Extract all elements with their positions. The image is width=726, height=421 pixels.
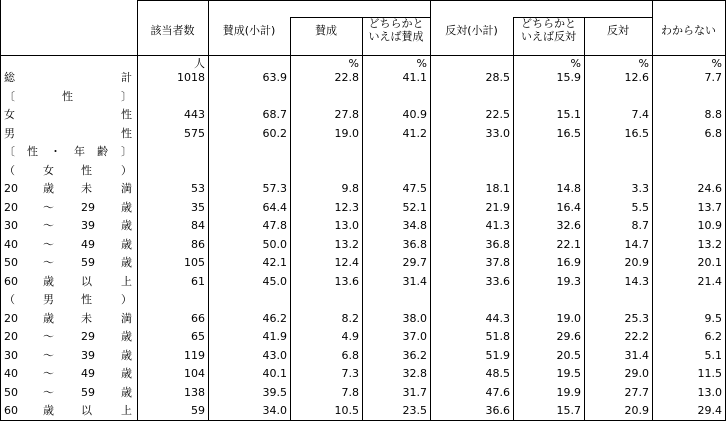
- table-cell: 138: [184, 385, 205, 399]
- row-label: [4, 163, 132, 178]
- table-cell: 19.0: [334, 126, 359, 140]
- table-cell: 22.1: [556, 237, 581, 251]
- table-cell: 27.8: [334, 108, 359, 121]
- table-cell: 575: [184, 126, 205, 140]
- row-label-part: 未: [81, 311, 92, 325]
- row-label: [4, 274, 132, 289]
- table-cell: 6.8: [341, 348, 359, 362]
- row-label-part: 歳: [121, 219, 132, 232]
- table-cell: 31.4: [402, 274, 427, 288]
- row-label-part: 歳: [121, 200, 132, 214]
- table-cell: 13.2: [334, 237, 359, 251]
- unit-label: %: [416, 57, 427, 70]
- row-label-part: 年: [74, 145, 85, 158]
- column-header: 反対(小計): [445, 24, 498, 37]
- table-cell: 31.4: [624, 348, 649, 362]
- table-cell: 48.5: [485, 367, 510, 380]
- column-header: 賛成(小計): [222, 24, 276, 37]
- table-cell: 19.5: [556, 367, 581, 380]
- column-header: わからない: [661, 24, 716, 37]
- row-label-part: 女: [43, 163, 54, 177]
- table-cell: 52.1: [402, 200, 427, 214]
- row-label-part: 50: [4, 256, 18, 269]
- table-cell: 63.9: [262, 71, 287, 84]
- row-label: [4, 70, 132, 85]
- row-label-part: 歳: [43, 311, 54, 325]
- row-label-part: ～: [43, 367, 54, 380]
- row-label-part: 60: [4, 274, 18, 288]
- row-label-part: 20: [4, 182, 18, 195]
- table-cell: 41.1: [402, 71, 427, 84]
- table-cell: 20.1: [697, 256, 722, 269]
- row-label-part: 49: [81, 367, 95, 380]
- row-label-part: 歳: [121, 367, 132, 380]
- row-label-part: 39: [81, 348, 95, 362]
- row-label: [4, 107, 132, 122]
- row-label-part: 歳: [121, 237, 132, 251]
- row-label-part: ～: [43, 219, 54, 232]
- row-label: [4, 311, 132, 326]
- table-cell: 9.5: [704, 311, 722, 325]
- table-cell: 41.2: [402, 126, 427, 140]
- table-cell: 38.0: [402, 311, 427, 325]
- row-label-part: 上: [121, 404, 132, 417]
- row-label-part: 29: [81, 200, 95, 214]
- table-cell: 14.8: [556, 182, 581, 195]
- table-cell: 53: [191, 182, 205, 195]
- table-left-border: [0, 0, 1, 421]
- table-cell: 16.5: [624, 126, 649, 140]
- column-header: どちらかと いえば賛成: [368, 17, 424, 43]
- table-cell: 14.7: [624, 237, 649, 251]
- table-cell: 12.3: [334, 200, 359, 214]
- table-cell: 8.8: [704, 108, 722, 121]
- unit-label: %: [711, 57, 722, 70]
- row-label-part: 〔: [4, 89, 15, 103]
- table-cell: 13.7: [697, 200, 722, 214]
- table-cell: 21.4: [697, 274, 722, 288]
- row-label-part: 歳: [43, 182, 54, 195]
- row-label-part: 歳: [121, 385, 132, 399]
- table-cell: 443: [184, 108, 205, 121]
- column-header: 賛成: [315, 24, 337, 37]
- row-label: [4, 385, 132, 400]
- row-label-part: 59: [81, 385, 95, 399]
- row-label-part: 男: [43, 293, 54, 306]
- row-label-part: ～: [43, 200, 54, 214]
- table-cell: 7.3: [341, 367, 359, 380]
- table-cell: 34.8: [402, 219, 427, 232]
- row-label-part: 上: [121, 274, 132, 288]
- row-label-part: 30: [4, 219, 18, 232]
- table-cell: 36.2: [402, 348, 427, 362]
- table-cell: 34.0: [262, 404, 287, 417]
- row-label-part: 性: [27, 145, 38, 158]
- row-label-part: 以: [81, 404, 92, 417]
- unit-label: %: [570, 57, 581, 70]
- table-cell: 19.3: [556, 274, 581, 288]
- column-divider: [430, 0, 431, 421]
- table-cell: 6.2: [704, 330, 722, 343]
- row-label: [4, 89, 132, 104]
- row-label-part: 40: [4, 367, 18, 380]
- row-label-part: 20: [4, 330, 18, 343]
- table-cell: 47.6: [485, 385, 510, 399]
- table-cell: 84: [191, 219, 205, 232]
- table-cell: 8.7: [631, 219, 649, 232]
- table-cell: 27.7: [624, 385, 649, 399]
- table-cell: 10.9: [697, 219, 722, 232]
- row-label: [4, 126, 132, 141]
- table-cell: 59: [191, 404, 205, 417]
- table-cell: 31.7: [402, 385, 427, 399]
- table-cell: 41.3: [485, 219, 510, 232]
- row-label-part: 満: [121, 182, 132, 195]
- row-label-part: 〔: [4, 145, 15, 158]
- table-cell: 60.2: [262, 126, 287, 140]
- row-label: [4, 255, 132, 270]
- row-label-part: （: [4, 163, 15, 177]
- table-cell: 43.0: [262, 348, 287, 362]
- table-cell: 86: [191, 237, 205, 251]
- table-cell: 16.5: [556, 126, 581, 140]
- table-cell: 42.1: [262, 256, 287, 269]
- table-cell: 22.2: [624, 330, 649, 343]
- row-label-part: ～: [43, 237, 54, 251]
- row-label: [4, 348, 132, 363]
- table-cell: 12.4: [334, 256, 359, 269]
- table-cell: 37.8: [485, 256, 510, 269]
- subcolumn-divider: [584, 17, 585, 421]
- table-cell: 32.6: [556, 219, 581, 232]
- row-label-part: 歳: [43, 274, 54, 288]
- table-cell: 13.6: [334, 274, 359, 288]
- row-label-part: 20: [4, 200, 18, 214]
- row-label: [4, 366, 132, 381]
- row-label-part: 20: [4, 311, 18, 325]
- table-cell: 39.5: [262, 385, 287, 399]
- row-label-part: ～: [43, 348, 54, 362]
- column-header: どちらかと いえば反対: [521, 17, 576, 43]
- table-cell: 19.0: [556, 311, 581, 325]
- table-cell: 20.9: [624, 404, 649, 417]
- row-label-part: 歳: [121, 348, 132, 362]
- table-cell: 119: [184, 348, 205, 362]
- row-label: [4, 144, 132, 159]
- table-cell: 11.5: [697, 367, 722, 380]
- table-cell: 47.8: [262, 219, 287, 232]
- row-label-part: 性: [62, 89, 73, 103]
- table-cell: 105: [184, 256, 205, 269]
- row-label-part: ～: [43, 330, 54, 343]
- table-cell: 66: [191, 311, 205, 325]
- table-cell: 13.0: [334, 219, 359, 232]
- unit-label: 人: [194, 57, 205, 70]
- unit-label: %: [638, 57, 649, 70]
- table-cell: 18.1: [485, 182, 510, 195]
- row-label-part: 49: [81, 237, 95, 251]
- row-label-part: 計: [121, 71, 132, 84]
- row-label-part: 満: [121, 311, 132, 325]
- table-cell: 33.6: [485, 274, 510, 288]
- subcolumn-divider: [290, 17, 291, 421]
- row-label-part: 歳: [121, 256, 132, 269]
- table-cell: 29.6: [556, 330, 581, 343]
- column-divider: [208, 0, 209, 421]
- subcolumn-divider: [513, 17, 514, 421]
- table-cell: 13.0: [697, 385, 722, 399]
- table-cell: 20.5: [556, 348, 581, 362]
- table-cell: 8.2: [341, 311, 359, 325]
- table-cell: 1018: [177, 71, 205, 84]
- row-label-part: 歳: [121, 330, 132, 343]
- table-cell: 33.0: [485, 126, 510, 140]
- table-cell: 6.8: [704, 126, 722, 140]
- table-cell: 7.4: [631, 108, 649, 121]
- row-label: [4, 237, 132, 252]
- table-cell: 36.8: [402, 237, 427, 251]
- table-cell: 65: [191, 330, 205, 343]
- table-cell: 13.2: [697, 237, 722, 251]
- table-cell: 36.8: [485, 237, 510, 251]
- table-cell: 46.2: [262, 311, 287, 325]
- table-cell: 37.0: [402, 330, 427, 343]
- table-cell: 40.9: [402, 108, 427, 121]
- table-cell: 16.9: [556, 256, 581, 269]
- row-label-part: 総: [4, 71, 15, 84]
- table-cell: 36.6: [485, 404, 510, 417]
- table-cell: 45.0: [262, 274, 287, 288]
- table-cell: 5.1: [704, 348, 722, 362]
- row-label-part: 齢: [97, 145, 108, 158]
- table-cell: 4.9: [341, 330, 359, 343]
- table-cell: 29.4: [697, 404, 722, 417]
- row-label-part: 59: [81, 256, 95, 269]
- table-cell: 51.9: [485, 348, 510, 362]
- row-label-part: 性: [121, 126, 132, 140]
- table-cell: 40.1: [262, 367, 287, 380]
- row-label: [4, 292, 132, 307]
- table-cell: 29.7: [402, 256, 427, 269]
- table-top-border: [137, 0, 726, 1]
- table-cell: 44.3: [485, 311, 510, 325]
- row-label-part: 以: [81, 274, 92, 288]
- table-cell: 41.9: [262, 330, 287, 343]
- row-label-part: ・: [50, 145, 61, 158]
- row-label-part: 39: [81, 219, 95, 232]
- row-label-part: 〕: [121, 145, 132, 158]
- table-cell: 3.3: [631, 182, 649, 195]
- subcolumn-divider: [362, 17, 363, 421]
- row-label-part: ）: [121, 293, 132, 306]
- column-divider: [137, 0, 138, 421]
- table-cell: 23.5: [402, 404, 427, 417]
- table-cell: 24.6: [697, 182, 722, 195]
- row-label: [4, 403, 132, 418]
- table-cell: 15.9: [556, 71, 581, 84]
- row-label-part: 50: [4, 385, 18, 399]
- row-label-part: 〕: [121, 89, 132, 103]
- table-cell: 7.7: [704, 71, 722, 84]
- row-label-part: （: [4, 293, 15, 306]
- row-label-part: 男: [4, 126, 15, 140]
- column-header: 反対: [607, 24, 629, 37]
- table-cell: 25.3: [624, 311, 649, 325]
- table-cell: 15.7: [556, 404, 581, 417]
- row-label: [4, 181, 132, 196]
- unit-label: %: [348, 57, 359, 70]
- row-label: [4, 200, 132, 215]
- table-cell: 57.3: [262, 182, 287, 195]
- row-label-part: 性: [121, 108, 132, 121]
- table-cell: 16.4: [556, 200, 581, 214]
- table-cell: 35: [191, 200, 205, 214]
- table-cell: 50.0: [262, 237, 287, 251]
- row-label-part: 女: [4, 108, 15, 121]
- row-label-part: ）: [121, 163, 132, 177]
- table-cell: 104: [184, 367, 205, 380]
- table-cell: 9.8: [341, 182, 359, 195]
- table-cell: 19.9: [556, 385, 581, 399]
- table-cell: 64.4: [262, 200, 287, 214]
- table-cell: 20.9: [624, 256, 649, 269]
- table-cell: 22.8: [334, 71, 359, 84]
- column-divider: [652, 0, 653, 421]
- table-cell: 47.5: [402, 182, 427, 195]
- row-label-part: 性: [81, 293, 92, 306]
- table-cell: 7.8: [341, 385, 359, 399]
- row-label-part: 歳: [43, 404, 54, 417]
- table-cell: 28.5: [485, 71, 510, 84]
- row-label-part: 性: [81, 163, 92, 177]
- table-cell: 14.3: [624, 274, 649, 288]
- row-label: [4, 329, 132, 344]
- row-label-part: 60: [4, 404, 18, 417]
- row-label-part: ～: [43, 256, 54, 269]
- table-cell: 51.8: [485, 330, 510, 343]
- table-cell: 32.8: [402, 367, 427, 380]
- row-label-part: 40: [4, 237, 18, 251]
- table-cell: 12.6: [624, 71, 649, 84]
- column-header: 該当者数: [150, 24, 195, 37]
- row-label-part: ～: [43, 385, 54, 399]
- table-cell: 68.7: [262, 108, 287, 121]
- row-label-part: 30: [4, 348, 18, 362]
- table-cell: 10.5: [334, 404, 359, 417]
- row-label: [4, 218, 132, 233]
- table-cell: 61: [191, 274, 205, 288]
- table-cell: 29.0: [624, 367, 649, 380]
- table-cell: 15.1: [556, 108, 581, 121]
- row-label-part: 29: [81, 330, 95, 343]
- table-cell: 21.9: [485, 200, 510, 214]
- table-cell: 5.5: [631, 200, 649, 214]
- row-label-part: 未: [81, 182, 92, 195]
- table-cell: 22.5: [485, 108, 510, 121]
